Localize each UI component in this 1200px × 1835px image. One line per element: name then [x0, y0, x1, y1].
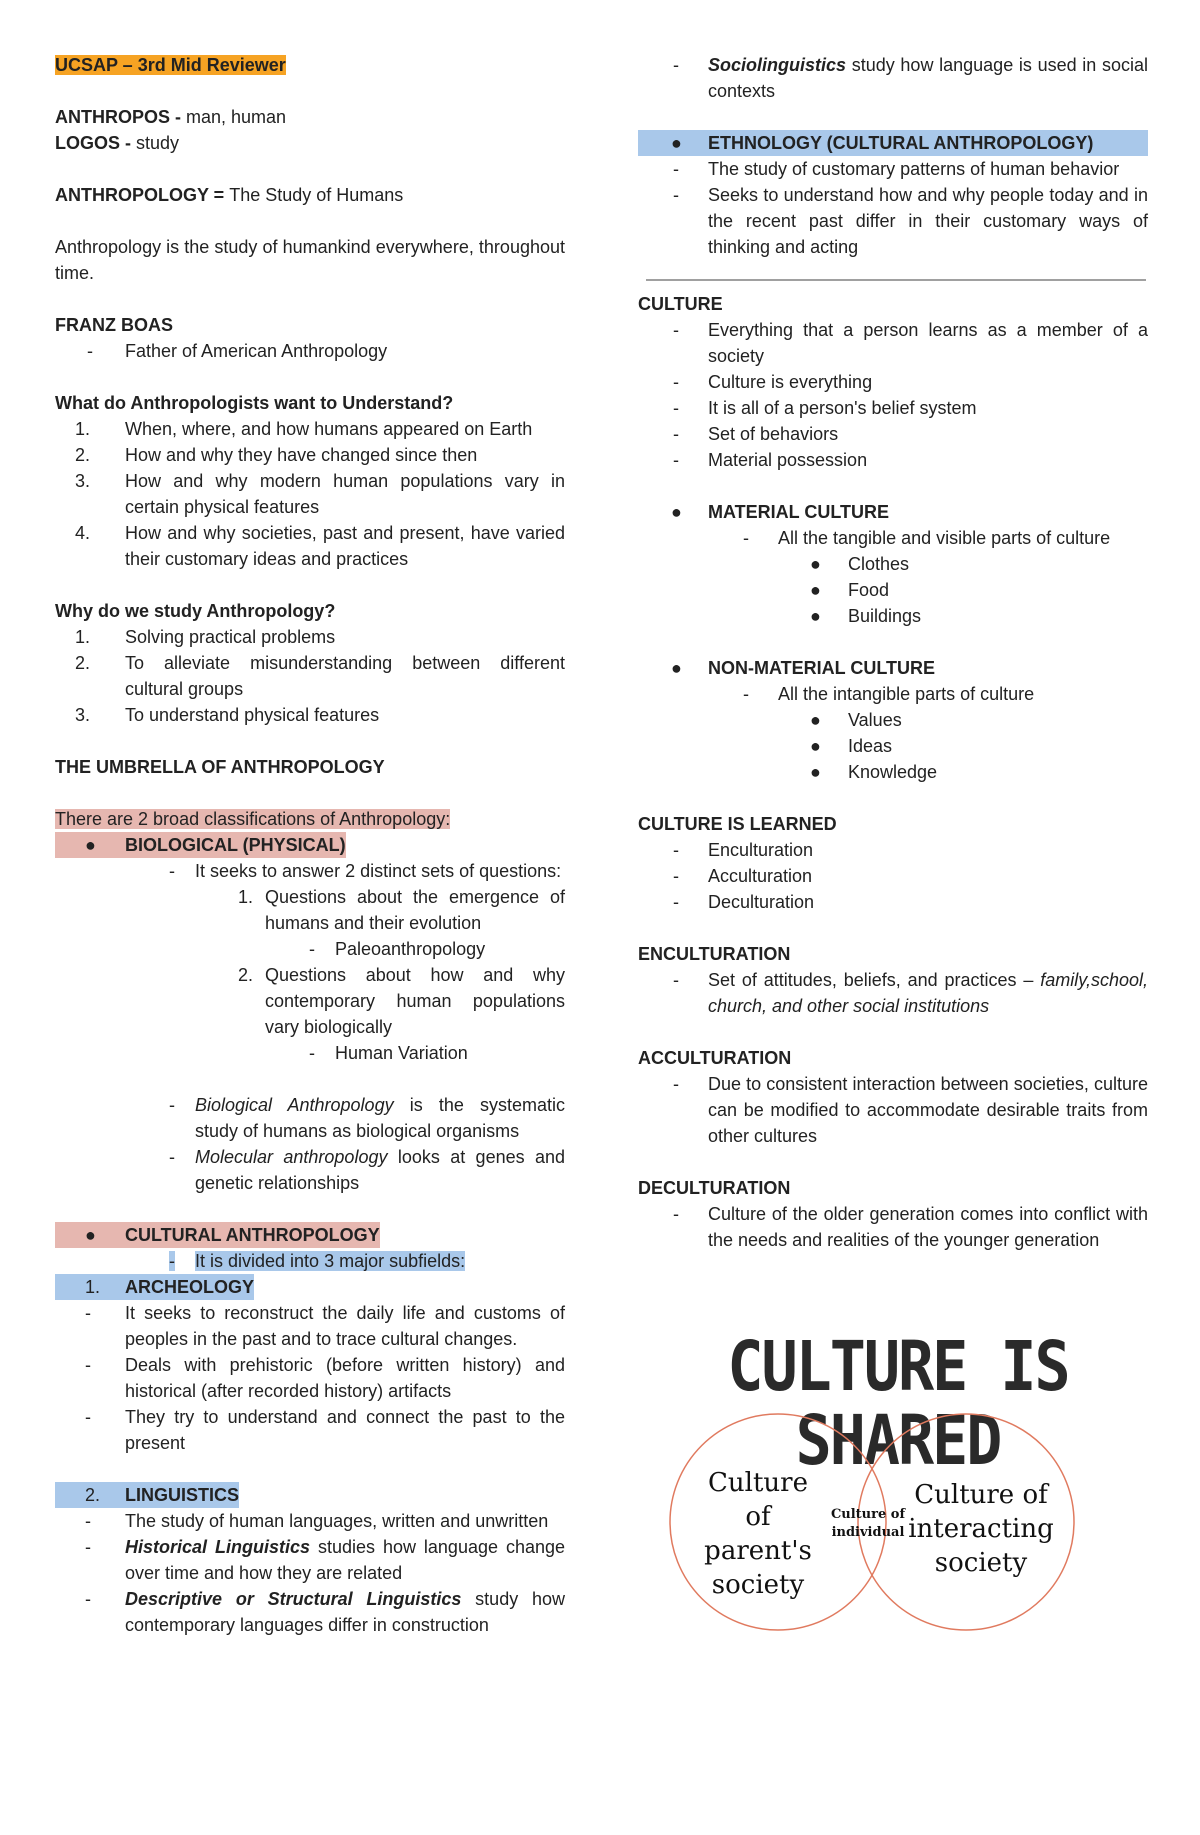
list-item: - Father of American Anthropology	[87, 341, 388, 361]
right-column	[638, 52, 1148, 1253]
list-item: - Set of behaviors	[673, 424, 839, 444]
list-item: - Material possession	[673, 450, 868, 470]
classifications-text: There are 2 broad classifications of Anthropology:	[55, 809, 451, 829]
center-label: Culture of individual	[830, 1507, 906, 1540]
understand-heading: What do Anthropologists want to Understand?	[55, 393, 454, 413]
list-item: ● Knowledge	[638, 759, 1148, 785]
bullet-icon: ●	[671, 133, 682, 153]
anthropology-definition: ANTHROPOLOGY = The Study of Humans	[55, 185, 404, 205]
bullet-icon: ●	[810, 554, 821, 574]
logos-definition: LOGOS - study	[55, 133, 180, 153]
bullet-icon: ●	[810, 762, 821, 782]
list-item: ● Buildings	[638, 603, 1148, 629]
bullet-icon: ●	[810, 606, 821, 626]
cultural-heading: ● CULTURAL ANTHROPOLOGY	[55, 1222, 565, 1248]
biological-heading: ● BIOLOGICAL (PHYSICAL)	[55, 832, 565, 858]
bullet-icon: ●	[810, 710, 821, 730]
list-item: - Acculturation	[673, 866, 813, 886]
linguistics-heading: 2. LINGUISTICS	[55, 1482, 565, 1508]
anthropos-definition: ANTHROPOS - man, human	[55, 107, 287, 127]
list-item: - It seeks to answer 2 distinct sets of questions:	[169, 861, 562, 881]
list-item: - It seeks to reconstruct the daily life and customs of peoples in the past and to trace cultural changes.	[85, 1303, 565, 1349]
list-item: - Culture of the older generation comes into conflict with the needs and realities of the younger generation	[673, 1204, 1148, 1250]
list-item: - Due to consistent interaction between societies, culture can be modified to accommodate desirable traits from other cultures	[673, 1074, 1148, 1146]
list-item: - Human Variation	[309, 1043, 468, 1063]
list-item: - Set of attitudes, beliefs, and practices – family,school, church, and other social institutions	[673, 970, 1148, 1016]
list-item: 4. How and why societies, past and present, have varied their customary ideas and practices	[74, 523, 565, 569]
list-item: - Paleoanthropology	[309, 939, 486, 959]
anthropology-description: Anthropology is the study of humankind everywhere, throughout time.	[55, 237, 565, 283]
list-item: ● Values	[638, 707, 1148, 733]
list-item: 1. Questions about the emergence of humans and their evolution	[237, 887, 565, 933]
list-item: - It is all of a person's belief system	[673, 398, 977, 418]
material-heading: ● MATERIAL CULTURE	[638, 499, 1148, 525]
list-item: - Culture is everything	[673, 372, 873, 392]
bullet-icon: ●	[55, 832, 125, 858]
left-circle-label: Culture of parent's society	[704, 1468, 812, 1600]
divider	[646, 279, 1146, 281]
right-circle-label: Culture of interacting society	[908, 1480, 1054, 1578]
culture-heading: CULTURE	[638, 294, 723, 314]
list-item: - Deals with prehistoric (before written history) and historical (after recorded history) artifacts	[85, 1355, 565, 1401]
list-item: 1. When, where, and how humans appeared on Earth	[74, 419, 533, 439]
list-item: ● Food	[638, 577, 1148, 603]
bullet-icon: ●	[55, 1222, 125, 1248]
list-item: - Molecular anthropology looks at genes and genetic relationships	[169, 1147, 565, 1193]
list-item: - It is divided into 3 major subfields:	[169, 1251, 466, 1271]
bullet-icon: ●	[810, 580, 821, 600]
bullet-icon: ●	[810, 736, 821, 756]
culture-is-shared-figure	[648, 1326, 1148, 1640]
list-item: ● Ideas	[638, 733, 1148, 759]
list-item: - Deculturation	[673, 892, 815, 912]
list-item: 2. How and why they have changed since then	[74, 445, 478, 465]
list-item: - Historical Linguistics studies how language change over time and how they are related	[85, 1537, 565, 1583]
list-item: - The study of human languages, written and unwritten	[85, 1511, 549, 1531]
list-item: - All the tangible and visible parts of culture	[743, 528, 1111, 548]
list-item: - All the intangible parts of culture	[743, 684, 1035, 704]
list-item: - The study of customary patterns of human behavior	[673, 159, 1120, 179]
list-item: - They try to understand and connect the past to the present	[85, 1407, 565, 1453]
list-item: - Seeks to understand how and why people today and in the recent past differ in their customary ways of thinking and acting	[673, 185, 1148, 257]
figure-title: CULTURE IS SHARED	[727, 1326, 1069, 1482]
list-item: - Enculturation	[673, 840, 814, 860]
list-item: 3. How and why modern human populations vary in certain physical features	[74, 471, 565, 517]
boas-heading: FRANZ BOAS	[55, 315, 173, 335]
nonmaterial-heading: ● NON-MATERIAL CULTURE	[638, 655, 1148, 681]
acculturation-heading: ACCULTURATION	[638, 1048, 792, 1068]
list-item: 2. Questions about how and why contemporary human populations vary biologically	[237, 965, 565, 1037]
bullet-icon: ●	[671, 502, 682, 522]
reviewer-title: UCSAP – 3rd Mid Reviewer	[55, 55, 286, 75]
bullet-icon: ●	[671, 658, 682, 678]
left-column	[55, 52, 565, 1638]
list-item: - Biological Anthropology is the systematic study of humans as biological organisms	[169, 1095, 565, 1141]
ethnology-heading: ● ETHNOLOGY (CULTURAL ANTHROPOLOGY)	[638, 130, 1148, 156]
umbrella-heading: THE UMBRELLA OF ANTHROPOLOGY	[55, 757, 385, 777]
why-heading: Why do we study Anthropology?	[55, 601, 336, 621]
enculturation-heading: ENCULTURATION	[638, 944, 791, 964]
list-item: 2. To alleviate misunderstanding between different cultural groups	[74, 653, 565, 699]
learned-heading: CULTURE IS LEARNED	[638, 814, 837, 834]
archeology-heading: 1. ARCHEOLOGY	[55, 1274, 565, 1300]
list-item: ● Clothes	[638, 551, 1148, 577]
list-item: 1. Solving practical problems	[74, 627, 336, 647]
list-item: 3. To understand physical features	[74, 705, 380, 725]
deculturation-heading: DECULTURATION	[638, 1178, 791, 1198]
list-item: - Descriptive or Structural Linguistics study how contemporary languages differ in construction	[85, 1589, 566, 1635]
list-item: - Sociolinguistics study how language is used in social contexts	[673, 55, 1148, 101]
list-item: - Everything that a person learns as a member of a society	[673, 320, 1148, 366]
